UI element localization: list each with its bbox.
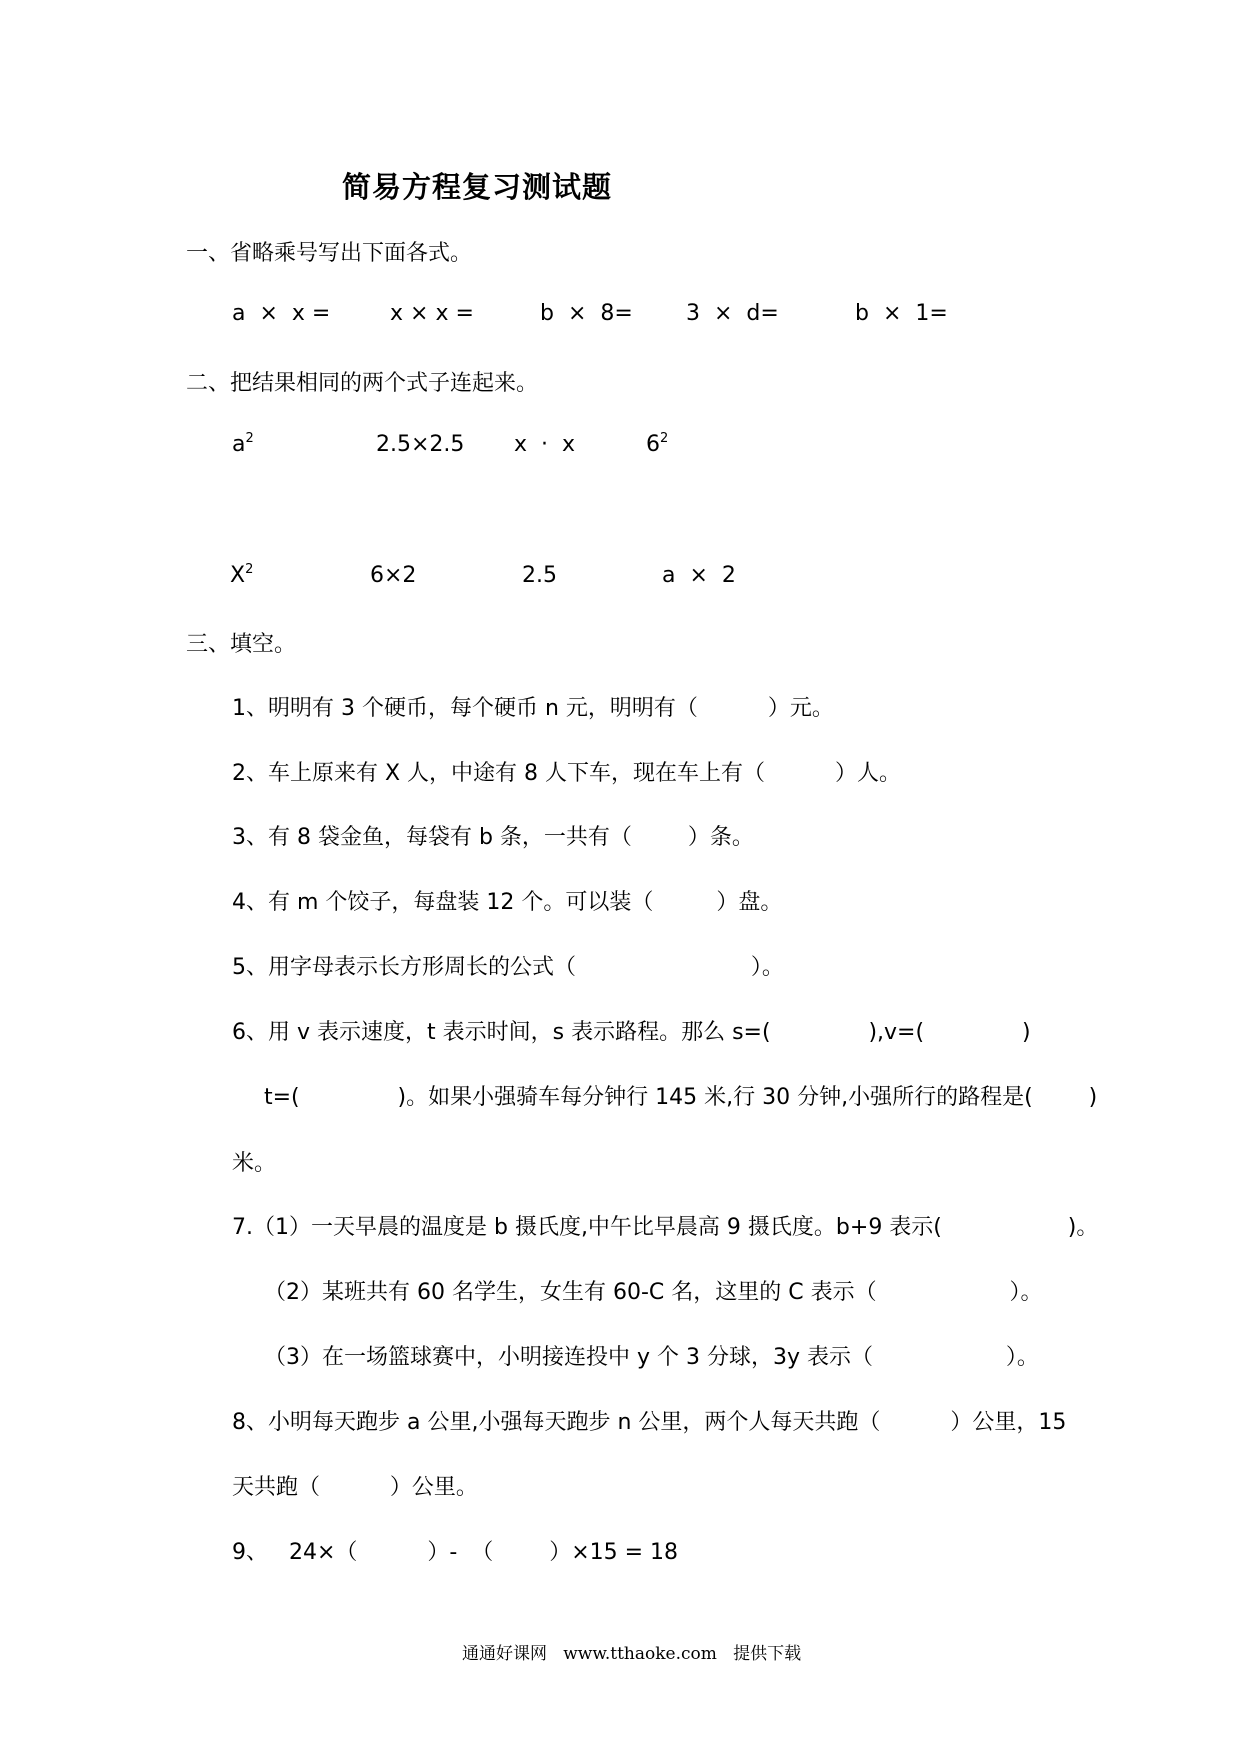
question-7-part-3: （3）在一场篮球赛中，小明接连投中 y 个 3 分球，3y 表示（ ）。 bbox=[264, 1345, 1039, 1370]
question-4: 4、有 m 个饺子，每盘装 12 个。可以装（ ）盘。 bbox=[232, 890, 783, 915]
match-expression-bottom: 6×2 bbox=[370, 563, 417, 588]
expression-item: b × 1= bbox=[855, 301, 948, 326]
question-1: 1、明明有 3 个硬币，每个硬币 n 元，明明有（ ）元。 bbox=[232, 696, 834, 721]
match-expression-bottom: $X^2$ bbox=[230, 562, 254, 588]
match-expression-bottom: 2.5 bbox=[522, 563, 557, 588]
question-5: 5、用字母表示长方形周长的公式（ ）。 bbox=[232, 955, 784, 980]
match-expression-top: $6^2$ bbox=[646, 431, 669, 457]
question-8-line-2: 天共跑（ ）公里。 bbox=[232, 1475, 478, 1500]
expression-item: a × x = bbox=[232, 301, 331, 326]
question-6-line-1: 6、用 v 表示速度，t 表示时间，s 表示路程。那么 s=( ),v=( ) bbox=[232, 1020, 1031, 1045]
match-expression-bottom: a × 2 bbox=[662, 563, 736, 588]
section-1-heading: 一、省略乘号写出下面各式。 bbox=[186, 241, 473, 266]
expression-item: 3 × d= bbox=[686, 301, 779, 326]
match-expression-top: $a^2$ bbox=[232, 431, 254, 457]
match-expression-top: 2.5×2.5 bbox=[376, 432, 465, 457]
expression-item: x × x = bbox=[390, 301, 474, 326]
question-3: 3、有 8 袋金鱼，每袋有 b 条，一共有（ ）条。 bbox=[232, 825, 754, 850]
section-3-heading: 三、填空。 bbox=[186, 632, 297, 657]
question-7-part-1: 7.（1）一天早晨的温度是 b 摄氏度,中午比早晨高 9 摄氏度。b+9 表示( )。 bbox=[232, 1215, 1099, 1240]
section-2-heading: 二、把结果相同的两个式子连起来。 bbox=[186, 371, 539, 396]
question-9: 9、 24×（ ）- （ ）×15 = 18 bbox=[232, 1540, 679, 1565]
question-2: 2、车上原来有 X 人，中途有 8 人下车，现在车上有（ ）人。 bbox=[232, 761, 901, 786]
expression-item: b × 8= bbox=[540, 301, 633, 326]
match-expression-top: x · x bbox=[514, 432, 576, 457]
question-7-part-2: （2）某班共有 60 名学生，女生有 60-C 名，这里的 C 表示（ ）。 bbox=[264, 1280, 1043, 1305]
question-6-line-3: 米。 bbox=[232, 1151, 277, 1176]
question-6-line-2: t=( )。如果小强骑车每分钟行 145 米,行 30 分钟,小强所行的路程是( ) bbox=[264, 1085, 1098, 1110]
question-8-line-1: 8、小明每天跑步 a 公里,小强每天跑步 n 公里，两个人每天共跑（ ）公里，15 bbox=[232, 1410, 1067, 1435]
page-title: 简易方程复习测试题 bbox=[342, 170, 613, 204]
footer-credit: 通通好课网 www.tthaoke.com 提供下载 bbox=[462, 1644, 802, 1664]
